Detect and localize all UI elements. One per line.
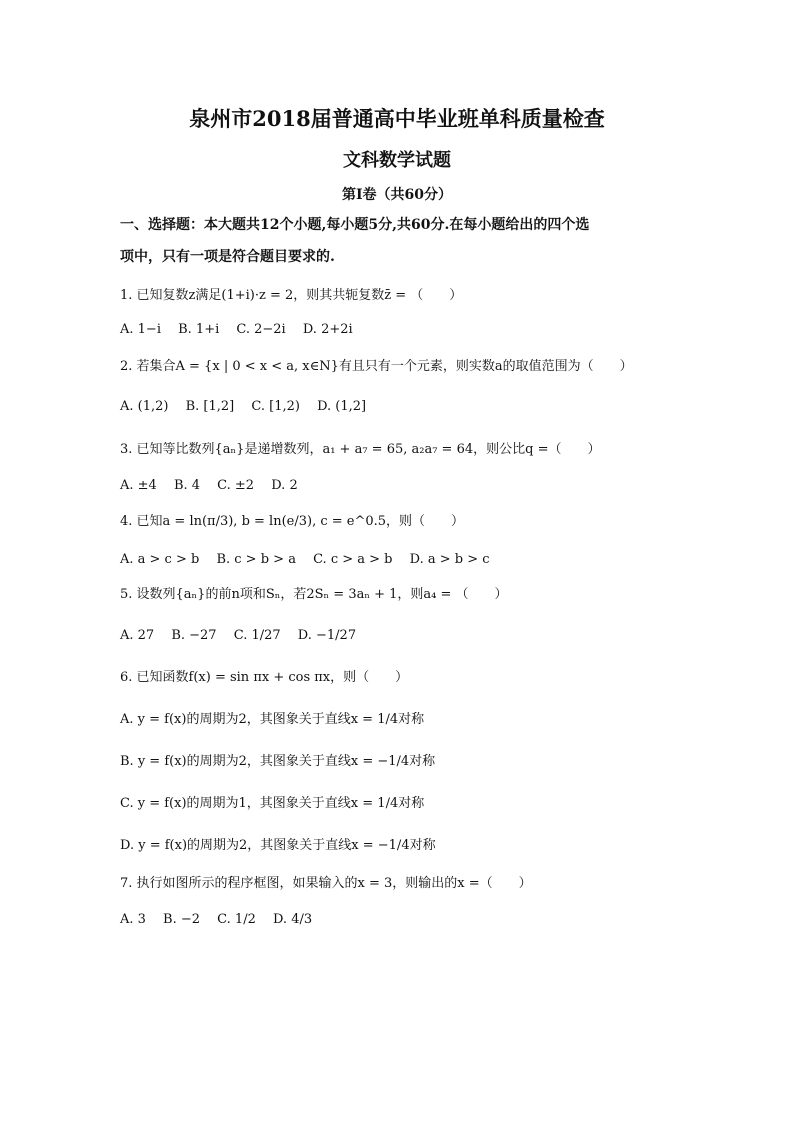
question-6-option-c: C. y = f(x)的周期为1，其图象关于直线x = 1/4对称 <box>120 796 425 811</box>
question-5-options: A. 27 B. −27 C. 1/27 D. −1/27 <box>120 628 357 643</box>
question-4-stem: 4. 已知a = ln(π/3), b = ln(e/3), c = e^0.5，则（ ） <box>120 514 465 529</box>
exam-subtitle: 文科数学试题 <box>343 150 451 171</box>
question-2-stem: 2. 若集合A = {x | 0 < x < a, x∈N}有且只有一个元素，则实数a的取值范围为（ ） <box>120 359 633 374</box>
section-instructions-line-2: 项中，只有一项是符合题目要求的. <box>120 249 335 265</box>
question-6-option-d: D. y = f(x)的周期为2，其图象关于直线x = −1/4对称 <box>120 838 436 853</box>
question-1-stem: 1. 已知复数z满足(1+i)·z = 2，则其共轭复数z̄ = （ ） <box>120 288 463 303</box>
part-heading: 第Ⅰ卷（共60分） <box>341 187 453 203</box>
exam-title: 泉州市2018届普通高中毕业班单科质量检查 <box>189 106 605 131</box>
question-6-option-b: B. y = f(x)的周期为2，其图象关于直线x = −1/4对称 <box>120 754 436 769</box>
question-6-stem: 6. 已知函数f(x) = sin πx + cos πx，则（ ） <box>120 670 409 685</box>
question-6-option-a: A. y = f(x)的周期为2，其图象关于直线x = 1/4对称 <box>120 712 425 727</box>
question-2-options: A. (1,2) B. [1,2] C. [1,2) D. (1,2] <box>120 399 367 414</box>
question-3-options: A. ±4 B. 4 C. ±2 D. 2 <box>120 478 298 493</box>
section-instructions-line-1: 一、选择题：本大题共12个小题,每小题5分,共60分.在每小题给出的四个选 <box>120 217 590 233</box>
question-1-options: A. 1−i B. 1+i C. 2−2i D. 2+2i <box>120 322 353 337</box>
question-7-stem: 7. 执行如图所示的程序框图，如果输入的x = 3，则输出的x =（ ） <box>120 876 532 891</box>
question-4-options: A. a > c > b B. c > b > a C. c > a > b D. a > b > c <box>120 552 490 567</box>
question-3-stem: 3. 已知等比数列{aₙ}是递增数列，a₁ + a₇ = 65, a₂a₇ = 64，则公比q =（ ） <box>120 442 601 457</box>
question-7-options: A. 3 B. −2 C. 1/2 D. 4/3 <box>120 912 313 927</box>
question-5-stem: 5. 设数列{aₙ}的前n项和Sₙ，若2Sₙ = 3aₙ + 1，则a₄ = （ ） <box>120 587 508 602</box>
